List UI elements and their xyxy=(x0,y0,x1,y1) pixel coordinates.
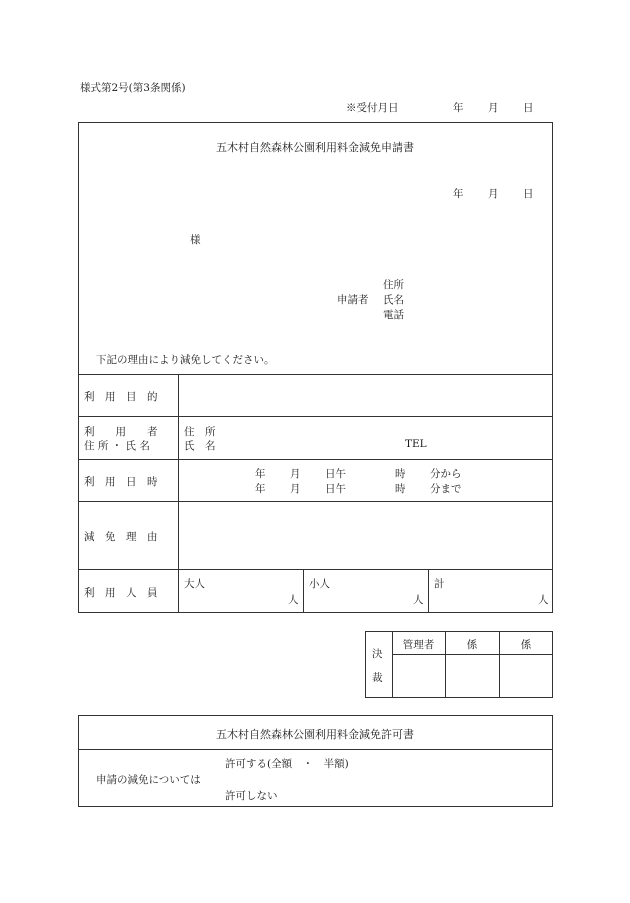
people-divider xyxy=(303,569,304,613)
total-unit: 人 xyxy=(538,594,549,606)
purpose-field[interactable] xyxy=(180,376,551,414)
label-column-divider xyxy=(178,374,179,613)
people-label: 利 用 人 員 xyxy=(84,587,158,599)
application-date-day: 日 xyxy=(523,188,534,200)
purpose-label: 利 用 目 的 xyxy=(84,391,158,403)
applicant-label: 申請者 xyxy=(337,294,369,306)
from-hour: 時 xyxy=(395,468,406,480)
from-year: 年 xyxy=(255,468,266,480)
application-date-month: 月 xyxy=(488,188,499,200)
to-month: 月 xyxy=(290,483,301,495)
to-year: 年 xyxy=(255,483,266,495)
row-divider xyxy=(78,459,553,460)
row-divider xyxy=(78,416,553,417)
people-divider xyxy=(428,569,429,613)
receipt-month: 月 xyxy=(488,102,499,114)
approval-header-manager: 管理者 xyxy=(402,639,435,651)
to-ampm: 日午 xyxy=(325,483,346,495)
adults-label: 大人 xyxy=(184,578,205,590)
children-label: 小人 xyxy=(309,578,330,590)
form-number: 様式第2号(第3条関係) xyxy=(80,82,186,94)
adults-unit: 人 xyxy=(288,594,299,606)
user-name-label: 氏 名 xyxy=(184,440,216,452)
from-end: 分から xyxy=(430,468,462,480)
receipt-label: ※受付月日 xyxy=(346,102,399,114)
approval-header-divider xyxy=(392,654,553,655)
user-label-bottom: 住 所 ・ 氏 名 xyxy=(84,440,150,452)
approval-header-staff-1: 係 xyxy=(466,639,478,651)
approval-header-staff-2: 係 xyxy=(520,639,532,651)
from-month: 月 xyxy=(290,468,301,480)
children-unit: 人 xyxy=(413,594,424,606)
applicant-name-label: 氏名 xyxy=(383,294,404,306)
permit-title-divider xyxy=(78,749,553,750)
applicant-phone-label: 電話 xyxy=(383,309,404,321)
approval-label-2: 裁 xyxy=(372,672,383,684)
reason-label: 減 免 理 由 xyxy=(84,531,158,543)
applicant-address-label: 住所 xyxy=(383,279,404,291)
from-ampm: 日午 xyxy=(325,468,346,480)
request-text: 下記の理由により減免してください。 xyxy=(96,354,275,366)
user-label-top: 利 用 者 xyxy=(84,426,158,438)
to-hour: 時 xyxy=(395,483,406,495)
application-date-year: 年 xyxy=(453,188,464,200)
approval-label-1: 決 xyxy=(372,648,383,660)
permit-lead: 申請の減免については xyxy=(96,774,201,786)
permit-title: 五木村自然森林公園利用料金減免許可書 xyxy=(216,728,414,741)
addressee-suffix: 様 xyxy=(190,234,201,246)
reason-field[interactable] xyxy=(180,503,551,567)
total-label: 計 xyxy=(434,578,445,590)
receipt-day: 日 xyxy=(523,102,534,114)
permit-option-deny: 許可しない xyxy=(225,790,278,802)
permit-option-allow: 許可する(全額 ・ 半額) xyxy=(225,758,349,770)
application-title: 五木村自然森林公園利用料金減免申請書 xyxy=(216,141,414,154)
to-end: 分まで xyxy=(430,483,462,495)
row-divider xyxy=(78,374,553,375)
datetime-label: 利 用 日 時 xyxy=(84,476,158,488)
row-divider xyxy=(78,501,553,502)
receipt-year: 年 xyxy=(453,102,464,114)
user-tel-label: TEL xyxy=(405,438,427,450)
user-address-label: 住 所 xyxy=(184,426,216,438)
row-divider xyxy=(78,569,553,570)
